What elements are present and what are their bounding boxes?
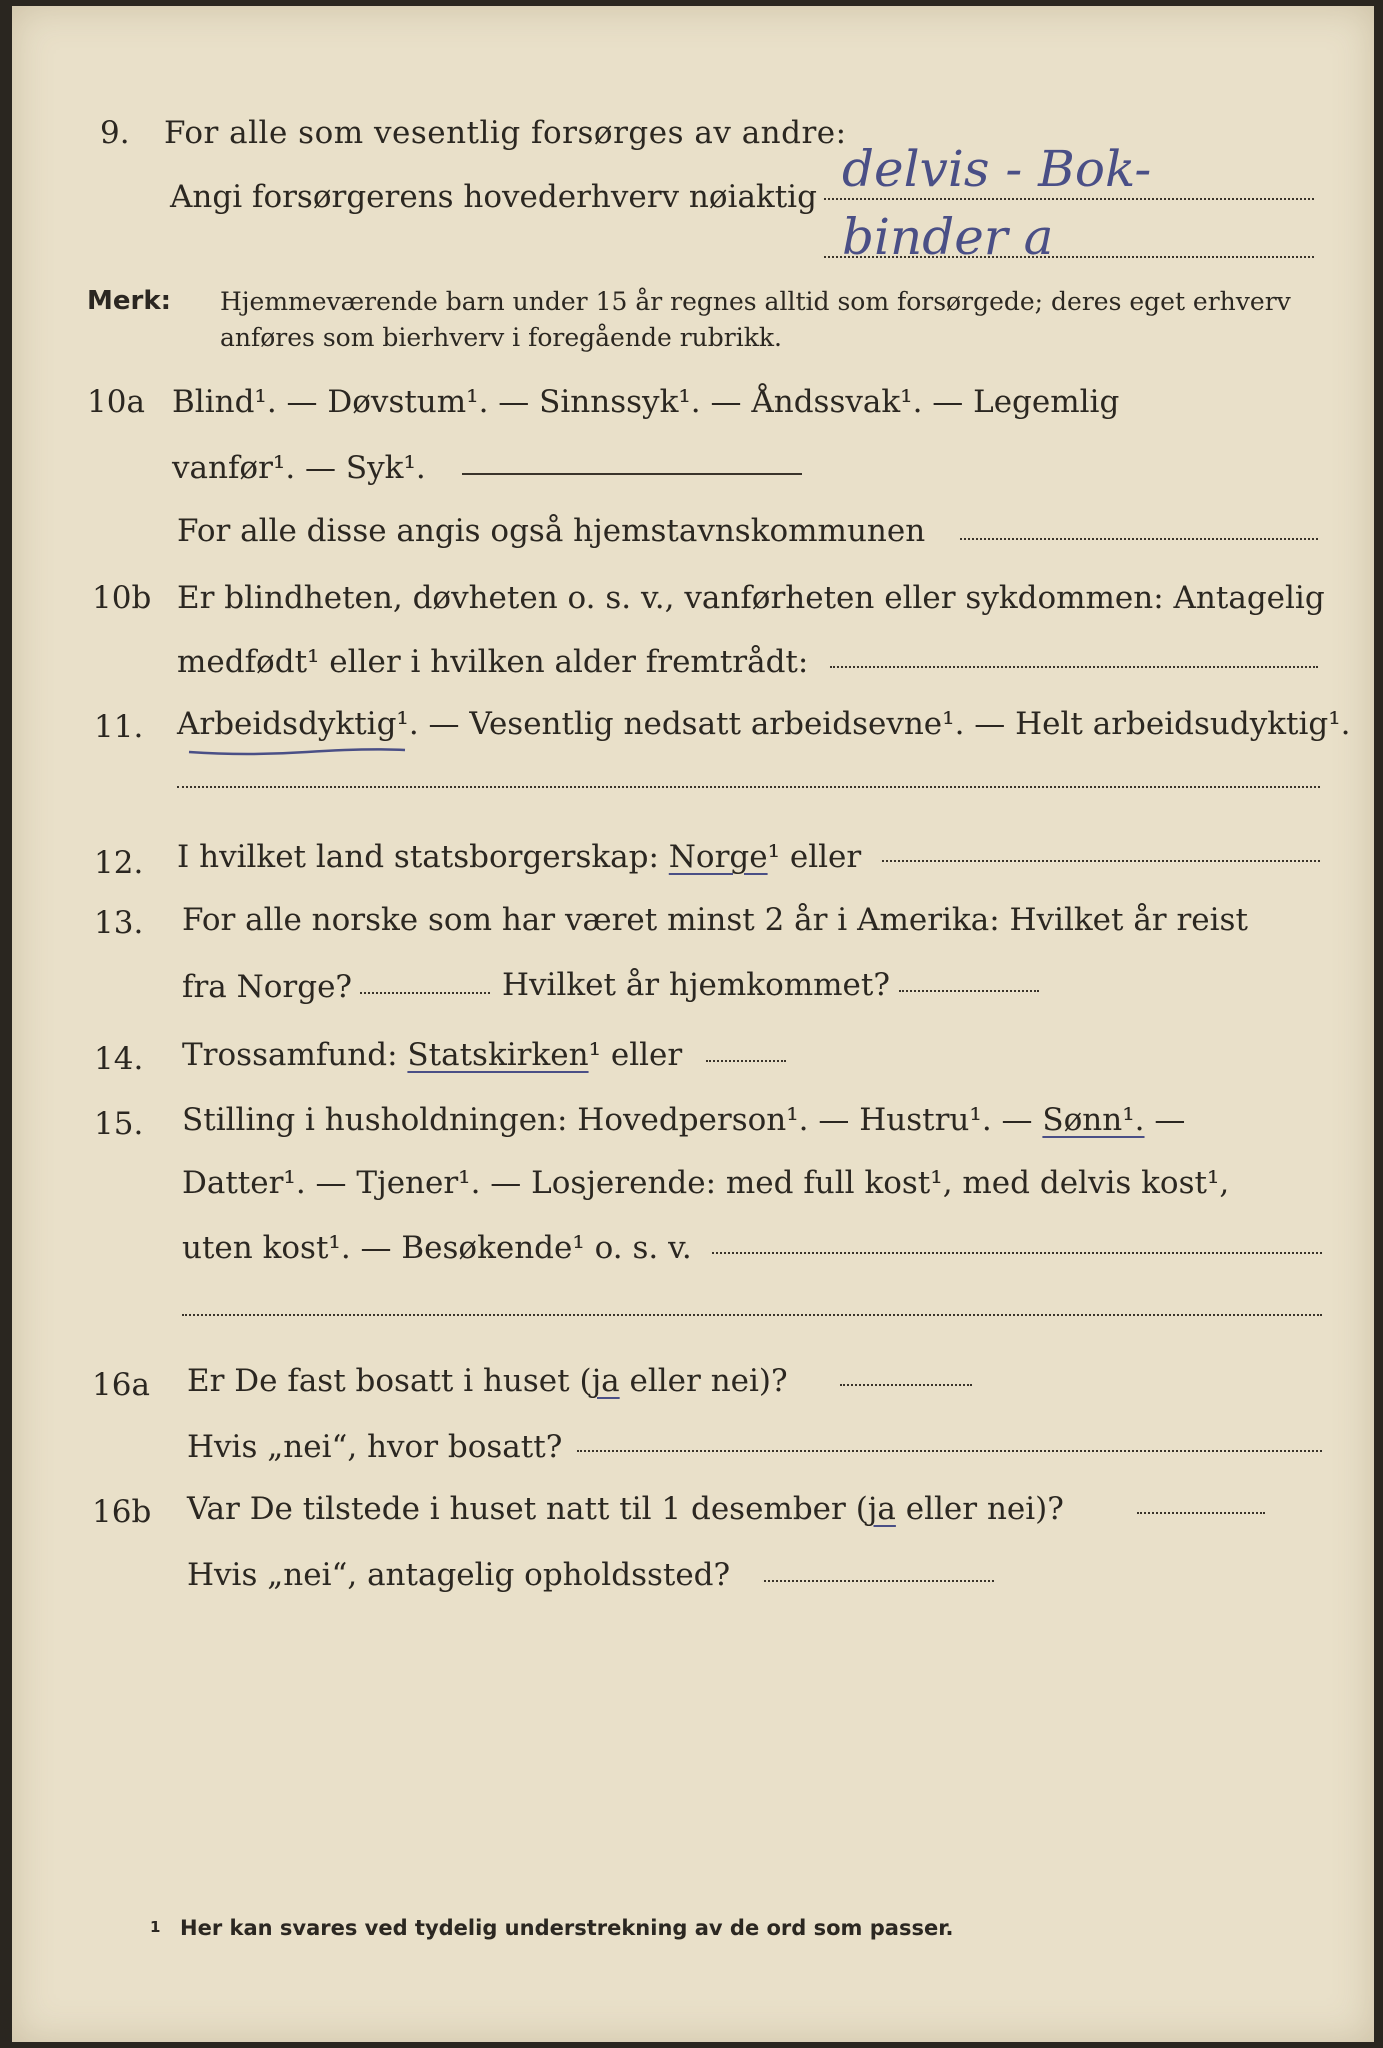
footnote-mark: 1	[150, 1918, 161, 1936]
q10b-line1: Er blindheten, døvheten o. s. v., vanførheten eller sykdommen: Antagelig	[177, 580, 1325, 616]
q13-line1: For alle norske som har været minst 2 år i Amerika: Hvilket år reist	[182, 902, 1248, 938]
q12-pre: I hvilket land statsborgerskap:	[177, 839, 669, 875]
q16a-number: 16a	[92, 1367, 150, 1403]
merk-label: Merk:	[87, 286, 172, 316]
q15-answer-field-1[interactable]	[712, 1252, 1322, 1254]
q10a-municipality-field[interactable]	[960, 538, 1318, 540]
q9-number: 9.	[100, 115, 130, 151]
q10a-number: 10a	[87, 384, 145, 420]
q15-answer-field-2[interactable]	[182, 1314, 1322, 1316]
q16b-line1	[187, 1491, 1064, 1527]
q12-number: 12.	[94, 845, 144, 881]
q13-returned-year-field[interactable]	[899, 990, 1039, 992]
q13-line2a: fra Norge?	[182, 969, 353, 1005]
q16a-line2: Hvis „nei“, hvor bosatt?	[187, 1429, 563, 1465]
q13-left-year-field[interactable]	[360, 992, 490, 994]
q16a-line1	[187, 1363, 788, 1399]
q13-number: 13.	[94, 905, 144, 941]
q16b-line1a: Var De tilstede i huset natt til 1 desember (	[187, 1491, 868, 1527]
q16b-line2: Hvis „nei“, antagelig opholdssted?	[187, 1557, 731, 1593]
q10b-age-field[interactable]	[830, 666, 1318, 668]
q11-option-arbeidsdyktig[interactable]: Arbeidsdyktig	[177, 706, 397, 742]
q9-answer-field-1[interactable]	[824, 198, 1314, 200]
q11-rest: ¹. — Vesentlig nedsatt arbeidsevne¹. — Helt arbeidsudyktig¹.	[396, 706, 1351, 742]
q10a-line2: vanfør¹. — Syk¹.	[172, 450, 426, 486]
q9-line1: For alle som vesentlig forsørges av andre:	[164, 115, 847, 151]
q10b-number: 10b	[92, 580, 152, 616]
q16b-whereabouts-field[interactable]	[764, 1580, 994, 1582]
q16b-number: 16b	[92, 1494, 152, 1530]
merk-line1: Hjemmeværende barn under 15 år regnes alltid som forsørgede; deres eget erhverv	[220, 287, 1291, 316]
q13-line2b: Hvilket år hjemkommet?	[502, 967, 890, 1003]
q16a-answer-field[interactable]	[840, 1384, 972, 1386]
q14-pre: Trossamfund:	[182, 1037, 408, 1073]
q16b-answer-field[interactable]	[1137, 1512, 1265, 1514]
q15-line3: uten kost¹. — Besøkende¹ o. s. v.	[182, 1230, 692, 1266]
q9-line2: Angi forsørgerens hovederhverv nøiaktig	[170, 179, 817, 215]
q16a-line1a: Er De fast bosatt i huset (	[187, 1363, 592, 1399]
q11-line	[177, 706, 1351, 742]
q9-answer-field-2[interactable]	[824, 256, 1314, 258]
q11-number: 11.	[94, 709, 144, 745]
q10a-sick-field[interactable]	[462, 473, 802, 475]
q14-option-statskirken[interactable]: Statskirken	[407, 1037, 589, 1073]
q15-option-sonn[interactable]: Sønn¹.	[1042, 1102, 1145, 1138]
q10a-line1: Blind¹. — Døvstum¹. — Sinnssyk¹. — Åndssvak¹. — Legemlig	[172, 384, 1120, 420]
q15-line1b: —	[1144, 1102, 1186, 1138]
q14-other-field[interactable]	[706, 1060, 786, 1062]
q14-post: ¹ eller	[588, 1037, 683, 1073]
q11-handwritten-underline	[187, 744, 407, 758]
merk-line2: anføres som bierhverv i foregående rubrikk.	[220, 323, 782, 352]
q15-number: 15.	[94, 1106, 144, 1142]
q14-line	[182, 1037, 683, 1073]
q14-number: 14.	[94, 1041, 144, 1077]
footnote-text: Her kan svares ved tydelig understrekning av de ord som passer.	[180, 1916, 954, 1940]
q12-other-field[interactable]	[882, 860, 1320, 862]
q16a-line1b: eller nei)?	[619, 1363, 788, 1399]
q12-line	[177, 839, 862, 875]
q15-line2: Datter¹. — Tjener¹. — Losjerende: med full kost¹, med delvis kost¹,	[182, 1165, 1230, 1201]
q16a-residence-field[interactable]	[577, 1450, 1322, 1452]
q16b-line1b: eller nei)?	[895, 1491, 1064, 1527]
census-form-page	[12, 6, 1374, 2042]
q12-post: ¹ eller	[767, 839, 862, 875]
q16a-option-ja[interactable]: ja	[591, 1363, 620, 1399]
q9-answer-line1[interactable]: delvis - Bok-	[842, 140, 1152, 198]
q15-line1	[182, 1102, 1186, 1138]
q12-option-norge[interactable]: Norge	[668, 839, 768, 875]
q10a-line3: For alle disse angis også hjemstavnskommunen	[177, 513, 926, 549]
q16b-option-ja[interactable]: ja	[867, 1491, 896, 1527]
q10b-line2: medfødt¹ eller i hvilken alder fremtrådt:	[177, 644, 809, 680]
q11-answer-field[interactable]	[177, 786, 1320, 788]
q9-answer-line2[interactable]: binder a	[842, 208, 1054, 266]
q15-line1a: Stilling i husholdningen: Hovedperson¹. — Hustru¹. —	[182, 1102, 1043, 1138]
